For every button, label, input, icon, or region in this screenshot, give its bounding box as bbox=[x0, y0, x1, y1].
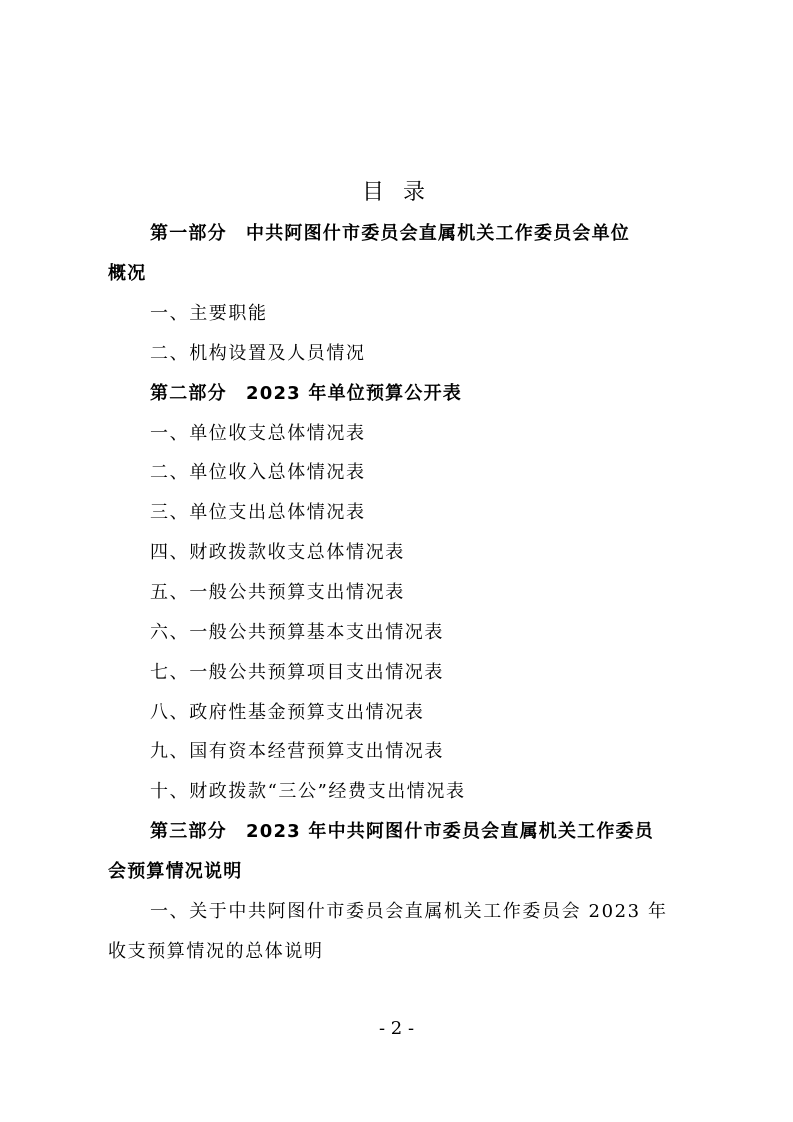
toc-item: 十、财政拨款“三公”经费支出情况表 bbox=[150, 781, 466, 802]
part3-item-line1: 一、关于中共阿图什市委员会直属机关工作委员会 2023 年 bbox=[150, 901, 668, 922]
toc-title: 目 录 bbox=[362, 180, 431, 205]
toc-item: 八、政府性基金预算支出情况表 bbox=[150, 702, 425, 723]
part1-heading-line2: 概况 bbox=[108, 263, 147, 284]
toc-item: 一、主要职能 bbox=[150, 303, 268, 324]
toc-item: 六、一般公共预算基本支出情况表 bbox=[150, 622, 444, 643]
toc-item: 一、单位收支总体情况表 bbox=[150, 423, 366, 444]
toc-item: 二、机构设置及人员情况 bbox=[150, 343, 366, 364]
toc-item: 九、国有资本经营预算支出情况表 bbox=[150, 741, 444, 762]
toc-item: 七、一般公共预算项目支出情况表 bbox=[150, 662, 444, 683]
toc-item: 四、财政拨款收支总体情况表 bbox=[150, 542, 405, 563]
part3-heading-line2: 会预算情况说明 bbox=[108, 861, 243, 882]
toc-item: 二、单位收入总体情况表 bbox=[150, 462, 366, 483]
toc-item: 三、单位支出总体情况表 bbox=[150, 502, 366, 523]
part3-heading-line1: 第三部分 2023 年中共阿图什市委员会直属机关工作委员 bbox=[150, 821, 654, 842]
part3-item-line2: 收支预算情况的总体说明 bbox=[108, 941, 324, 962]
toc-item: 五、一般公共预算支出情况表 bbox=[150, 582, 405, 603]
page-number: - 2 - bbox=[378, 1018, 415, 1039]
part1-heading-line1: 第一部分 中共阿图什市委员会直属机关工作委员会单位 bbox=[150, 223, 630, 244]
part2-heading: 第二部分 2023 年单位预算公开表 bbox=[150, 383, 462, 404]
